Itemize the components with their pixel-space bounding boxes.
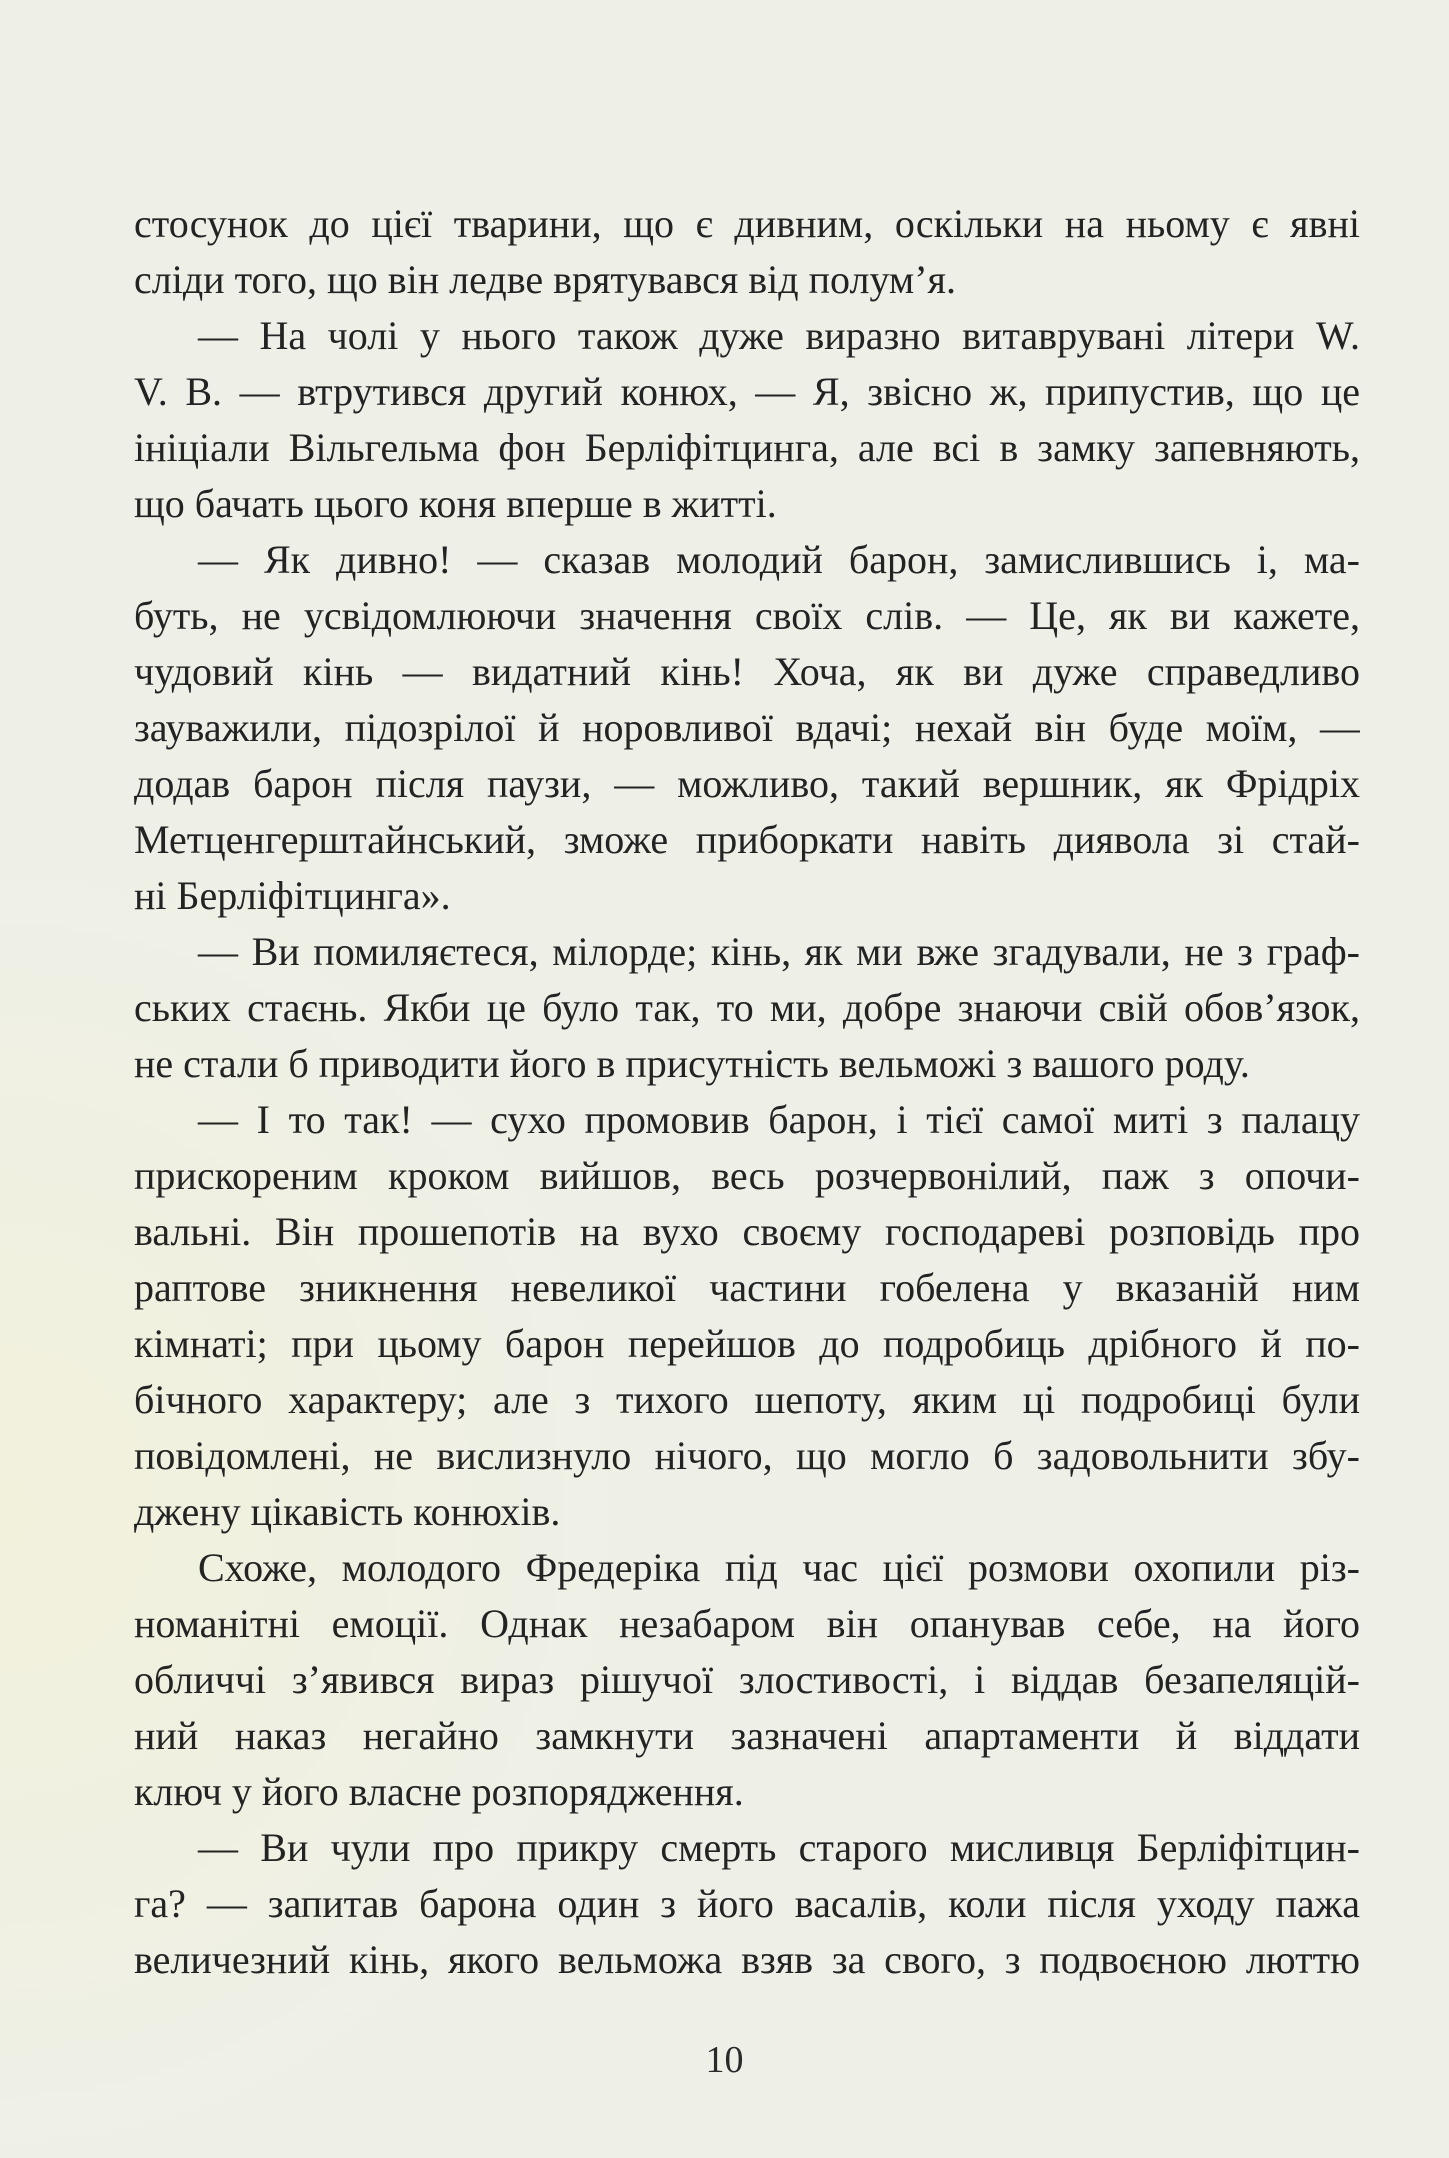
text-line: бічного характеру; але з тихого шепоту, яким ці подробиці були bbox=[134, 1377, 1360, 1422]
text-line: кімнаті; при цьому барон перейшов до подробиць дрібного й по- bbox=[134, 1321, 1360, 1366]
text-line: Схоже, молодого Фредеріка під час цієї розмови охопили різ- bbox=[198, 1545, 1360, 1590]
text-line: — На чолі у нього також дуже виразно витаврувані літери W. bbox=[198, 313, 1360, 358]
text-line: не стали б приводити його в присутність вельможі з вашого роду. bbox=[134, 1041, 1250, 1086]
text-line: номанітні емоції. Однак незабаром він опанував себе, на його bbox=[134, 1601, 1360, 1646]
text-line: вальні. Він прошепотів на вухо своєму господареві розповідь про bbox=[134, 1209, 1360, 1254]
text-line: — Як дивно! — сказав молодий барон, замислившись і, ма- bbox=[198, 537, 1360, 582]
text-line: буть, не усвідомлюючи значення своїх слів. — Це, як ви кажете, bbox=[134, 593, 1360, 638]
text-line: джену цікавість конюхів. bbox=[134, 1489, 561, 1534]
text-line: раптове зникнення невеликої частини гобелена у вказаній ним bbox=[134, 1265, 1360, 1310]
text-line: — Ви помиляєтеся, мілорде; кінь, як ми вже згадували, не з граф- bbox=[198, 929, 1360, 974]
text-line: ініціали Вільгельма фон Берліфітцинга, але всі в замку запевняють, bbox=[134, 425, 1360, 470]
text-line: ських стаєнь. Якби це було так, то ми, добре знаючи свій обов’язок, bbox=[134, 985, 1360, 1030]
text-line: ні Берліфітцинга». bbox=[134, 873, 451, 918]
page-body bbox=[134, 196, 1360, 1988]
text-line: — І то так! — сухо промовив барон, і тієї самої миті з палацу bbox=[198, 1097, 1360, 1142]
text-line: — Ви чули про прикру смерть старого мисливця Берліфітцин- bbox=[198, 1825, 1360, 1870]
page-number: 10 bbox=[705, 2039, 744, 2081]
text-line: прискореним кроком вийшов, весь розчервонілий, паж з опочи- bbox=[134, 1153, 1360, 1198]
text-line: повідомлені, не вислизнуло нічого, що могло б задовольнити збу- bbox=[134, 1433, 1360, 1478]
text-line: чудовий кінь — видатний кінь! Хоча, як ви дуже справедливо bbox=[134, 649, 1360, 694]
text-line: сліди того, що він ледве врятувався від полум’я. bbox=[134, 257, 956, 302]
text-line: Метценгерштайнський, зможе приборкати навіть диявола зі стай- bbox=[134, 817, 1360, 862]
text-line: V. B. — втрутився другий конюх, — Я, звісно ж, припустив, що це bbox=[134, 369, 1360, 414]
text-line: стосунок до цієї тварини, що є дивним, оскільки на ньому є явні bbox=[134, 201, 1360, 246]
text-line: величезний кінь, якого вельможа взяв за свого, з подвоєною люттю bbox=[134, 1937, 1360, 1982]
text-line: додав барон після паузи, — можливо, такий вершник, як Фрідріх bbox=[134, 761, 1360, 806]
text-line: що бачать цього коня вперше в житті. bbox=[134, 481, 777, 526]
text-line: га? — запитав барона один з його васалів, коли після уходу пажа bbox=[134, 1881, 1360, 1926]
text-line: зауважили, підозрілої й норовливої вдачі; нехай він буде моїм, — bbox=[134, 705, 1360, 750]
text-line: ний наказ негайно замкнути зазначені апартаменти й віддати bbox=[134, 1713, 1360, 1758]
text-line: обличчі з’явився вираз рішучої злостивості, і віддав безапеляцій- bbox=[134, 1657, 1360, 1702]
text-line: ключ у його власне розпорядження. bbox=[134, 1769, 744, 1814]
